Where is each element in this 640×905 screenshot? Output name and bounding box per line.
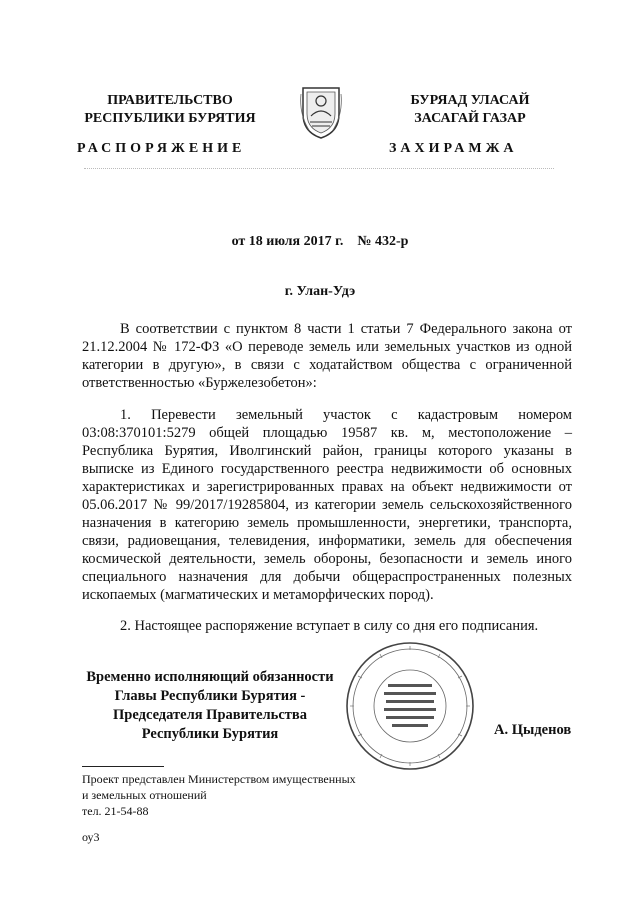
signatory-title-line1: Временно исполняющий обязанности [86,669,334,685]
city: г. Улан-Удэ [284,284,356,299]
footer-divider [82,766,164,767]
coat-of-arms-icon [299,84,343,140]
signatory-title-line4: Республики Бурятия [141,726,279,742]
signatory-name: А. Цыденов [494,722,572,738]
header-right-line2: ЗАСАГАЙ ГАЗАР [414,111,526,126]
signatory-title-line2: Главы Республики Бурятия - [114,688,306,704]
signatory-title-line3: Председателя Правительства [113,707,307,723]
header-left [70,92,270,128]
header-right [370,92,570,128]
doc-type-left: РАСПОРЯЖЕНИЕ [77,141,246,156]
header-left-line1: ПРАВИТЕЛЬСТВО [107,93,233,108]
paragraph-preamble: В соответствии с пунктом 8 части 1 статьи 7 Федерального закона от 21.12.2004 № 172-ФЗ «О переводе земель или земельных участков из одной категории в другую», в связи с ходатайством общества с ограниченной ответственностью «Буржелезобетон»: [82,321,572,391]
footer-line1: Проект представлен Министерством имущественных [82,772,356,786]
header-right-line1: БУРЯАД УЛАСАЙ [410,93,530,108]
footer-phone: тел. 21-54-88 [82,804,149,818]
header-divider [84,168,554,169]
signatory-title [76,668,344,744]
footer-line2: и земельных отношений [82,788,207,802]
paragraph-item-1: 1. Перевести земельный участок с кадастровым номером 03:08:370101:5279 общей площадью 19587 кв. м, местоположение – Республика Бурятия, Иволгинский район, границы которого указаны в выписке из Единого государственного реестра недвижимости об основных характеристиках и зарегистрированных правах на объект недвижимости от 05.06.2017 № 99/2017/19285804, из категории земель сельскохозяйственного назначения в категорию земель промышленности, энергетики, транспорта, связи, радиовещания, телевидения, информатики, земель для обеспечения космической деятельности, земель обороны, безопасности и земель иного специального назначения для добычи общераспространенных полезных ископаемых (магматических и метаморфических пород). [82,407,572,603]
doc-type-right: ЗАХИРАМЖА [389,141,518,156]
date-number: от 18 июля 2017 г. № 432-р [231,234,409,249]
footer-code: оу3 [82,830,100,844]
official-seal [344,640,476,772]
paragraph-item-2: 2. Настоящее распоряжение вступает в силу со дня его подписания. [120,618,539,634]
footer-note [82,771,356,819]
header-left-line2: РЕСПУБЛИКИ БУРЯТИЯ [84,111,256,126]
